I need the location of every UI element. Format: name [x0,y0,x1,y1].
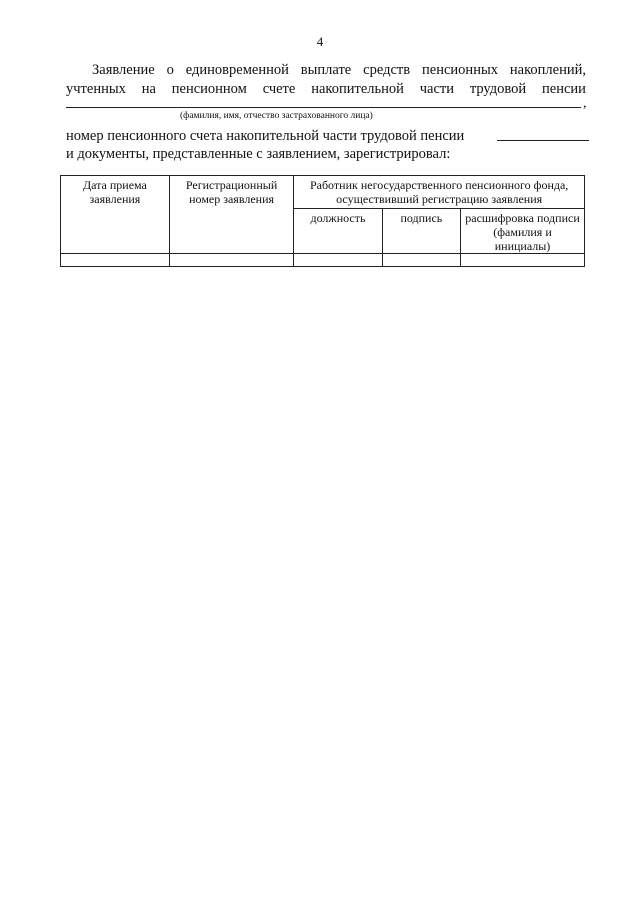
fio-fill-line[interactable] [66,107,581,108]
cell-reg-number[interactable] [169,254,293,267]
cell-position[interactable] [294,254,382,267]
word: счете [262,81,296,97]
word: накоплений, [509,62,586,78]
word: учтенных [66,81,126,97]
header-position: должность [294,209,382,254]
statement-line-1 [66,61,586,79]
cell-date[interactable] [61,254,170,267]
page-number: 4 [316,34,324,49]
word: выплате [300,62,352,78]
documents-registered-text: и документы, представленные с заявлением, зарегистрировал: [66,146,451,162]
word: на [141,81,156,97]
fio-caption: (фамилия, имя, отчество застрахованного лица) [180,111,373,121]
account-number-label: номер пенсионного счета накопительной части трудовой пенсии [66,128,465,144]
header-reg-number: Регистрационный номер заявления [169,176,293,254]
header-worker-group: Работник негосударственного пенсионного фонда, осуществивший регистрацию заявления [294,176,585,209]
word: пенсии [542,81,586,97]
word: Заявление [92,62,155,78]
cell-signature[interactable] [382,254,460,267]
word: пенсионном [171,81,247,97]
word: средств [363,62,411,78]
word: трудовой [469,81,527,97]
statement-line-2 [66,80,586,98]
word: части [419,81,454,97]
registration-table [60,175,585,267]
header-signature-decoding: расшифровка подписи (фамилия и инициалы) [461,209,585,254]
word: накопительной [311,81,404,97]
account-number-fill-line[interactable] [497,140,589,141]
table-row [61,254,585,267]
word: о [166,62,174,78]
word: пенсионных [422,62,498,78]
fio-comma: , [583,96,587,111]
header-date: Дата приема заявления [61,176,170,254]
header-signature: подпись [382,209,460,254]
cell-decoding[interactable] [461,254,585,267]
word: единовременной [185,62,289,78]
